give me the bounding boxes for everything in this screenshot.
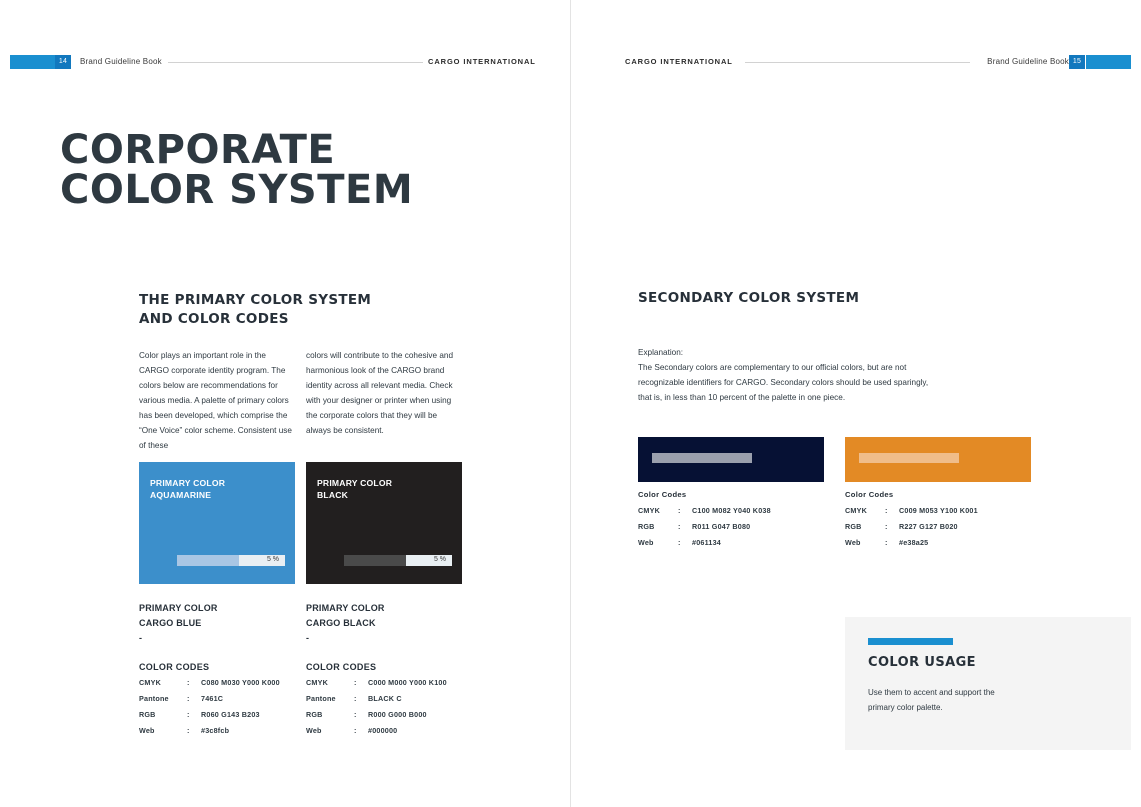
tint-block-light (406, 555, 452, 566)
code-value: #061134 (692, 538, 721, 547)
primary-swatch-black (306, 462, 462, 584)
page-title (60, 127, 414, 213)
primary-section-heading-line-1: THE PRIMARY COLOR SYSTEM (139, 292, 372, 308)
color-codes-cargo-blue-table (139, 678, 280, 742)
header-accent-bar-left (10, 55, 55, 69)
code-separator: : (187, 694, 190, 703)
secondary-swatch-orange (845, 437, 1031, 482)
code-value: C100 M082 Y040 K038 (692, 506, 771, 515)
primary-caption-cargo-blue (139, 601, 218, 646)
page-title-line-1: CORPORATE (60, 127, 336, 173)
code-key: RGB (306, 710, 323, 719)
color-codes-secondary-navy (638, 490, 771, 554)
code-separator: : (354, 710, 357, 719)
code-key: CMYK (638, 506, 660, 515)
tint-percent-label: 5 % (266, 556, 279, 563)
code-key: RGB (638, 522, 655, 531)
code-separator: : (678, 506, 681, 515)
secondary-swatch-orange-tint-bar (859, 453, 959, 463)
code-key: CMYK (845, 506, 867, 515)
table-row (638, 506, 771, 522)
primary-section-heading (139, 291, 459, 329)
primary-swatch-aquamarine-title-line-1: PRIMARY COLOR (150, 478, 226, 488)
primary-swatch-black-tint-row (344, 555, 452, 566)
code-value: C080 M030 Y000 K000 (201, 678, 280, 687)
primary-swatch-aquamarine-title-line-2: AQUAMARINE (150, 490, 212, 500)
running-header-right (580, 55, 1131, 69)
primary-caption-cargo-blue-dash: - (139, 633, 143, 643)
header-rule-left (168, 62, 423, 63)
code-value: #e38a25 (899, 538, 929, 547)
table-row (306, 726, 447, 742)
code-value: #3c8fcb (201, 726, 230, 735)
code-value: R060 G143 B203 (201, 710, 260, 719)
code-separator: : (354, 678, 357, 687)
color-codes-cargo-blue-title: COLOR CODES (139, 662, 210, 672)
secondary-swatch-navy-tint-bar (652, 453, 752, 463)
primary-caption-cargo-blue-line-2: CARGO BLUE (139, 618, 202, 628)
code-separator: : (678, 522, 681, 531)
header-brandmark-right: CARGO INTERNATIONAL (625, 57, 733, 66)
table-row (638, 522, 771, 538)
code-value: C009 M053 Y100 K001 (899, 506, 978, 515)
code-separator: : (187, 678, 190, 687)
tint-block-dark (177, 555, 239, 566)
color-codes-cargo-black-table (306, 678, 447, 742)
primary-body-column-2: colors will contribute to the cohesive and harmonious look of the CARGO brand identity across all relevant media. Check with your designer or printer when using the corporate colors that they will be always be consistent. (306, 351, 453, 435)
table-row (139, 678, 280, 694)
table-row (845, 538, 978, 554)
spread-gutter (570, 0, 571, 807)
secondary-section-heading: SECONDARY COLOR SYSTEM (638, 290, 860, 306)
color-codes-cargo-black (306, 662, 447, 742)
table-row (139, 710, 280, 726)
primary-caption-cargo-blue-line-1: PRIMARY COLOR (139, 603, 218, 613)
code-separator: : (885, 506, 888, 515)
primary-swatch-aquamarine-title (150, 477, 225, 501)
code-key: Web (306, 726, 322, 735)
primary-section-heading-line-2: AND COLOR CODES (139, 311, 289, 327)
code-separator: : (885, 538, 888, 547)
table-row (139, 694, 280, 710)
page-number-left: 14 (55, 55, 71, 69)
color-usage-panel (845, 617, 1131, 750)
code-key: Web (638, 538, 654, 547)
primary-swatch-black-title-line-2: BLACK (317, 490, 349, 500)
code-value: R227 G127 B020 (899, 522, 958, 531)
code-value: R011 G047 B080 (692, 522, 751, 531)
primary-swatch-aquamarine-tint-row (177, 555, 285, 566)
secondary-explanation-title: Explanation: (638, 348, 684, 357)
table-row (306, 710, 447, 726)
secondary-swatch-navy (638, 437, 824, 482)
color-codes-secondary-orange-table (845, 506, 978, 554)
color-usage-title: COLOR USAGE (868, 655, 976, 670)
primary-caption-cargo-black-line-1: PRIMARY COLOR (306, 603, 385, 613)
primary-caption-cargo-black-line-2: CARGO BLACK (306, 618, 376, 628)
code-key: RGB (845, 522, 862, 531)
color-codes-cargo-black-title: COLOR CODES (306, 662, 377, 672)
code-key: Pantone (139, 694, 169, 703)
table-row (638, 538, 771, 554)
primary-caption-cargo-black-dash: - (306, 633, 310, 643)
color-codes-cargo-blue (139, 662, 280, 742)
tint-percent-label: 5 % (433, 556, 446, 563)
code-value: C000 M000 Y000 K100 (368, 678, 447, 687)
code-separator: : (885, 522, 888, 531)
primary-swatch-aquamarine (139, 462, 295, 584)
color-codes-secondary-navy-table (638, 506, 771, 554)
secondary-explanation-body: The Secondary colors are complementary to our official colors, but are not recognizable identifiers for CARGO. Secondary colors should be used sparingly, that is, in less than 10 percent of the palette in one piece. (638, 363, 929, 402)
color-usage-accent-rule (868, 638, 953, 645)
code-separator: : (678, 538, 681, 547)
header-accent-bar-right (1086, 55, 1131, 69)
code-key: Web (139, 726, 155, 735)
page-title-line-2: COLOR SYSTEM (60, 167, 414, 213)
code-separator: : (354, 726, 357, 735)
code-key: CMYK (306, 678, 328, 687)
code-key: CMYK (139, 678, 161, 687)
table-row (845, 506, 978, 522)
table-row (845, 522, 978, 538)
code-value: 7461C (201, 694, 224, 703)
tint-block-dark (344, 555, 406, 566)
color-codes-secondary-navy-title: Color Codes (638, 490, 687, 499)
primary-swatch-black-title (317, 477, 392, 501)
code-value: BLACK C (368, 694, 402, 703)
code-separator: : (187, 726, 190, 735)
header-label-right: Brand Guideline Book (987, 57, 1069, 66)
code-key: RGB (139, 710, 156, 719)
tint-block-light (239, 555, 285, 566)
primary-caption-cargo-black (306, 601, 385, 646)
header-label-left: Brand Guideline Book (80, 57, 162, 66)
header-brandmark-left: CARGO INTERNATIONAL (428, 57, 536, 66)
running-header-left (10, 55, 560, 69)
color-usage-body: Use them to accent and support the primary color palette. (868, 688, 995, 712)
primary-swatch-black-title-line-1: PRIMARY COLOR (317, 478, 393, 488)
header-rule-right (745, 62, 970, 63)
code-value: #000000 (368, 726, 398, 735)
table-row (306, 694, 447, 710)
page-number-right: 15 (1069, 55, 1085, 69)
table-row (139, 726, 280, 742)
code-key: Web (845, 538, 861, 547)
color-codes-secondary-orange-title: Color Codes (845, 490, 894, 499)
color-codes-secondary-orange (845, 490, 978, 554)
primary-body-column-1: Color plays an important role in the CARGO corporate identity program. The colors below are recommendations for various media. A palette of primary colors has been developed, which comprise the “One Voice” color scheme. Consistent use of these (139, 351, 292, 450)
code-key: Pantone (306, 694, 336, 703)
code-value: R000 G000 B000 (368, 710, 427, 719)
table-row (306, 678, 447, 694)
code-separator: : (354, 694, 357, 703)
code-separator: : (187, 710, 190, 719)
